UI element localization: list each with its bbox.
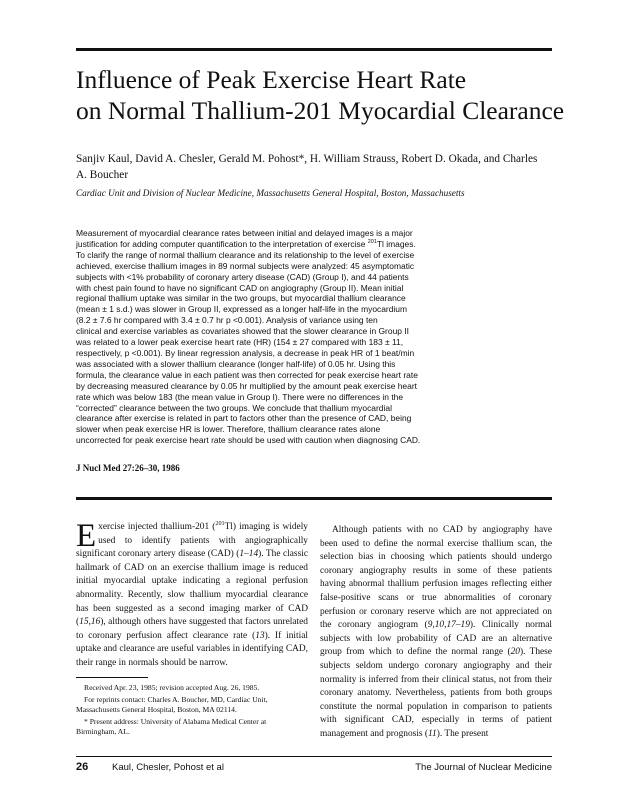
abstract-line: by decreasing measured clearance by 0.05 hr multiplied by the amount peak exercise heart [76,380,417,391]
abstract-line: clearance after exercise is related in part to factors other than the presence of CAD, being [76,413,412,424]
reference-link[interactable]: 20 [510,647,520,658]
journal-name: The Journal of Nuclear Medicine [415,762,552,773]
footnote-present-address: * Present address: University of Alabama Medical Center at Birmingham, AL. [76,717,267,736]
title-line: Influence of Peak Exercise Heart Rate [76,65,467,94]
author-list: Sanjiv Kaul, David A. Chesler, Gerald M. Pohost*, H. William Strauss, Robert D. Okada, and Charles A. Boucher [76,153,538,181]
abstract-line: with chest pain found to have no significant CAD on angiography (Group II). Mean initial [76,282,404,293]
abstract [76,228,556,446]
abstract-line: clinical and exercise variables as covariates showed that the slower clearance in Group II [76,326,409,337]
abstract-line: To clarify the range of normal thallium clearance and its relationship to the level of exercise [76,249,415,260]
drop-cap: E [76,518,97,554]
abstract-line: (8.2 ± 7.6 hr compared with 3.4 ± 0.7 hr p <0.001). Analysis of variance using ten [76,315,378,326]
abstract-line: respectively, p <0.001). By linear regression analysis, a decrease in peak HR of 1 beat/min [76,347,415,358]
reference-link[interactable]: 9,10,17–19 [427,620,470,631]
section-rule [76,497,552,500]
abstract-line: rate which was below 183 (the mean value in Group I). There were no differences in the [76,391,404,402]
abstract-line: (mean ± 1 s.d.) was slower in Group II, expressed as a longer half-life in the myocardium [76,304,408,315]
abstract-line: subjects with <1% probability of coronary artery disease (CAD) (Group I), and 44 patients [76,271,409,282]
running-head: Kaul, Chesler, Pohost et al [112,762,224,773]
abstract-line: uncorrected for peak exercise heart rate should be used with caution when diagnosing CAD. [76,435,421,446]
abstract-line: Measurement of myocardial clearance rates between initial and delayed images is a major [76,228,413,238]
page-number: 26 [76,761,89,773]
abstract-line: regional thallium uptake was similar in the two groups, but myocardial thallium clearance [76,293,406,304]
abstract-line: “corrected” clearance between the two groups. We conclude that thallium myocardial [76,402,392,413]
abstract-line: slower when peak exercise HR is lower. Therefore, thallium clearance rates alone [76,424,381,435]
title-line: on Normal Thallium-201 Myocardial Clearance [76,96,565,125]
body-column-left: Exercise injected thallium-201 ($^{201}$Tl) imaging is widely used to identify patients with angiographically significant coronary artery disease (CAD) (1–14). The classic hallmark of CAD on an exercise thallium image is reduced initial myocardial uptake indicating a regional perfusion abnormality. Recently, slow thallium myocardial clearance has been suggested as a second imaging marker of CAD (15,16), although others have suggested that factors unrelated to coronary perfusion affect clearance rate (13). If initial uptake and clearance are useful variables in identifying CAD, their range in normals should be narrow. [76,518,308,668]
reference-link[interactable]: 1–14 [239,549,259,560]
affiliation: Cardiac Unit and Division of Nuclear Medicine, Massachusetts General Hospital, Boston, Massachusetts [76,188,465,198]
reference-link[interactable]: 15,16 [79,617,101,628]
abstract-line: formula, the clearance value in each patient was then corrected for peak exercise heart rate [76,369,418,380]
article-title [76,64,565,126]
reference-link[interactable]: 11 [428,728,437,739]
footnote-rule [76,677,148,678]
footnotes [76,683,308,739]
top-rule [76,48,552,51]
reference-link[interactable]: 13 [255,630,265,641]
abstract-line: achieved, exercise thallium images in 89 normal subjects were analyzed: 45 asymptomatic [76,260,415,271]
journal-citation: J Nucl Med 27:26–30, 1986 [76,463,180,473]
abstract-line: was related to a lower peak exercise heart rate (HR) (154 ± 27 compared with 183 ± 11, [76,337,404,348]
footnote-received: Received Apr. 23, 1985; revision accepted Aug. 26, 1985. [84,683,260,692]
abstract-line: justification for adding computer quantification to the interpretation of exercise $^{201}$Tl images. [76,238,416,249]
abstract-line: was associated with a slower thallium clearance (longer half-life) of 0.05 hr. Using this [76,358,396,369]
footnote-reprints: For reprints contact: Charles A. Boucher, MD, Cardiac Unit, Massachusetts General Hospital, Boston, MA 02114. [76,695,268,714]
footer-rule [76,756,552,757]
body-column-right: Although patients with no CAD by angiography have been used to define the normal exercise thallium scan, the selection bias in choosing which patients should undergo coronary angiography results in some of these patients having abnormal thallium perfusion images reflecting either false-positive scans or true abnormalities of coronary perfusion or coronary reserve which are not appreciated on the coronary angiogram (9,10,17–19). Clinically normal subjects with low probability of CAD are an alternative group from which to define the normal range (20). These subjects seldom undergo coronary angiography and their normality is inferred from their clinical status, not from their coronary anatomy. Nevertheless, patients from both groups constitute the normal population in comparison to patients with significant CAD, especially in terms of patient management and prognosis (11). The present [320,525,553,739]
